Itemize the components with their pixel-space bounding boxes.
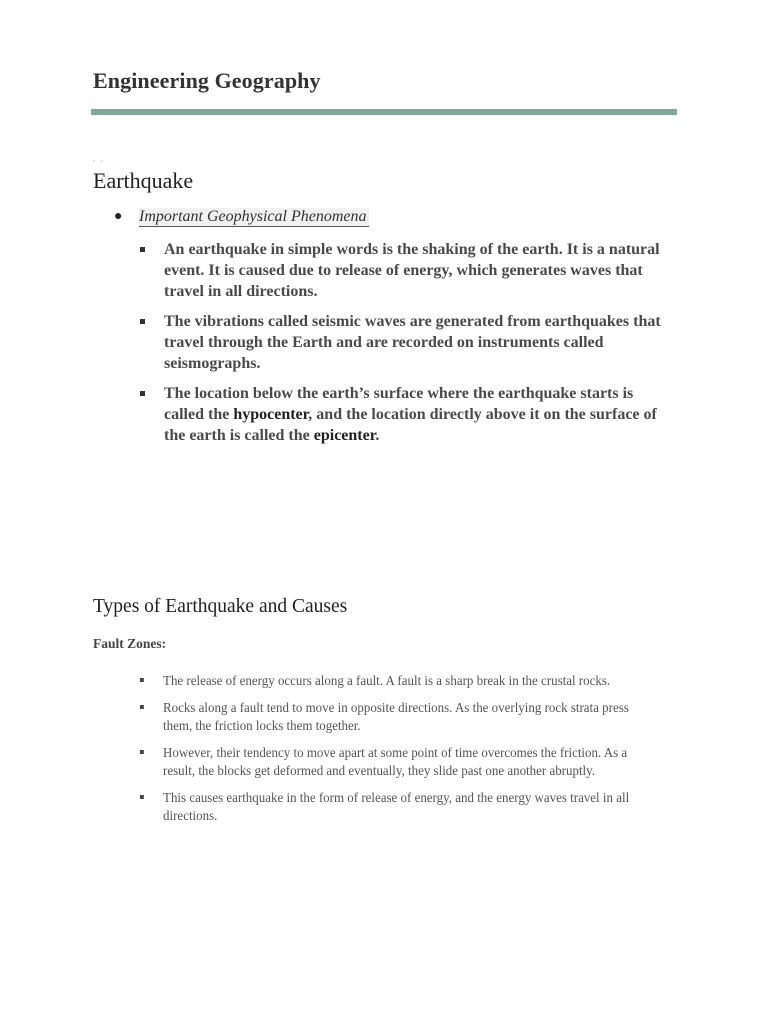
- earthquake-point: [140, 311, 670, 374]
- earthquake-point-text: [164, 241, 660, 300]
- fault-points-list: [140, 672, 670, 834]
- square-bullet-icon: [140, 750, 144, 754]
- bullet-dot-icon: ●: [114, 209, 123, 224]
- square-bullet-icon: [140, 795, 144, 799]
- fault-point: [140, 744, 653, 780]
- emphasized-term: epicenter: [313, 427, 376, 444]
- square-bullet-icon: [140, 678, 144, 682]
- point-text-fragment: , and the location directly above it on the surface of the earth is called the: [164, 406, 657, 444]
- topic-label: Important Geophysical Phenomena: [139, 208, 367, 225]
- subheading-fault-zones: Fault Zones:: [93, 636, 167, 651]
- emphasized-term: hypocenter: [233, 406, 309, 423]
- point-text-fragment: The location below the earth’s surface where the earthquake starts is called the: [164, 385, 634, 423]
- earthquake-point-text: [164, 313, 661, 372]
- earthquake-point: [140, 383, 670, 446]
- fault-point: [140, 699, 653, 735]
- fault-point-text: However, their tendency to move apart at some point of time overcomes the friction. As a result, the blocks get deformed and eventually, they slide past one another abruptly.: [163, 745, 628, 778]
- square-bullet-icon: [140, 247, 145, 252]
- earthquake-point: [140, 239, 670, 302]
- square-bullet-icon: [140, 391, 145, 396]
- fault-point: [140, 672, 653, 690]
- section-heading-types: Types of Earthquake and Causes: [93, 596, 348, 617]
- document-title: Engineering Geography: [93, 68, 321, 93]
- point-text-fragment: An earthquake in simple words is the shaking of the earth. It is a natural event. It is caused due to release of energy, which generates waves that travel in all directions.: [164, 241, 660, 300]
- square-bullet-icon: [140, 319, 145, 324]
- point-text-fragment: The vibrations called seismic waves are generated from earthquakes that travel through the Earth and are recorded on instruments called seismographs.: [164, 313, 661, 372]
- point-text-fragment: .: [375, 427, 380, 444]
- earthquake-point-text: [164, 385, 657, 444]
- square-bullet-icon: [140, 705, 144, 709]
- fault-point-text: This causes earthquake in the form of release of energy, and the energy waves travel in all directions.: [163, 790, 630, 823]
- earthquake-points-list: [140, 239, 670, 455]
- fault-point-text: The release of energy occurs along a fault. A fault is a sharp break in the crustal rocks.: [163, 673, 611, 688]
- fault-point-text: Rocks along a fault tend to move in opposite directions. As the overlying rock strata press them, the friction locks them together.: [163, 700, 629, 733]
- small-mark: ▫ ▫: [93, 159, 105, 165]
- title-divider: [91, 109, 677, 115]
- fault-point: [140, 789, 653, 825]
- section-heading-earthquake: Earthquake: [93, 168, 194, 193]
